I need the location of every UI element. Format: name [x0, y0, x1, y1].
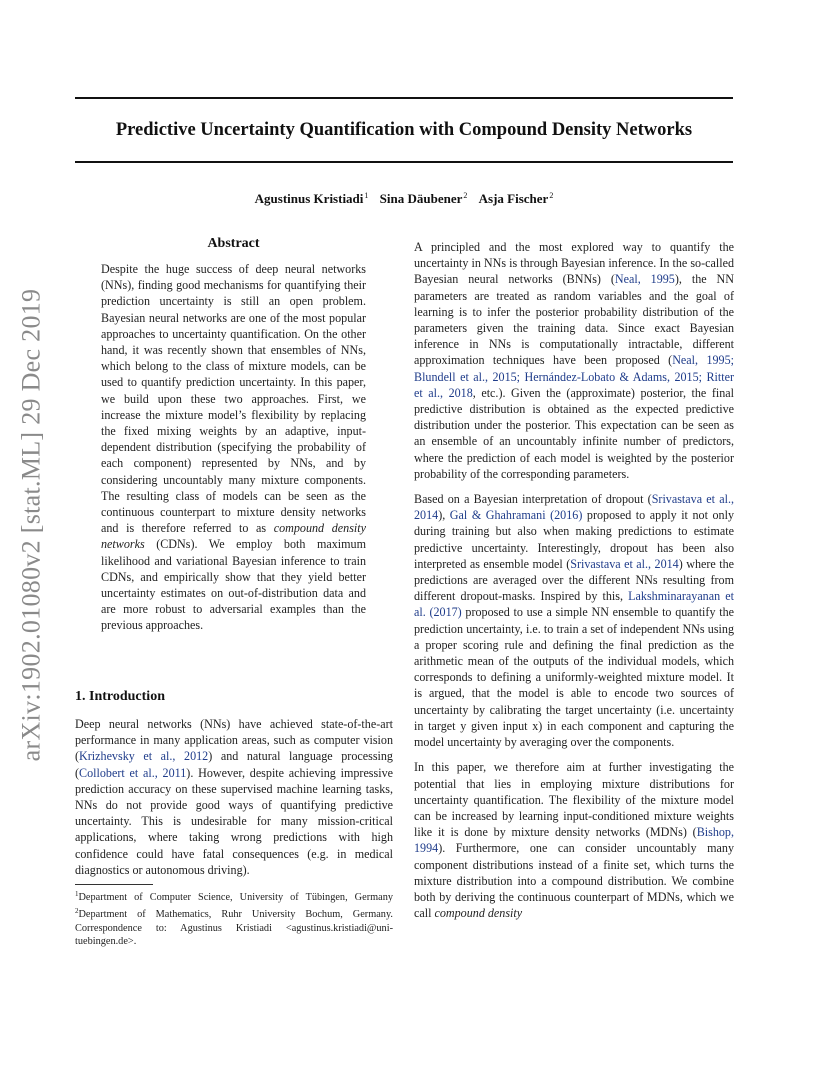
citation-link[interactable]: Lakshminarayanan et al. (2017): [414, 589, 734, 620]
author: [255, 191, 369, 206]
citation-link[interactable]: Krizhevsky et al., 2012: [79, 749, 209, 764]
text: ). However, despite achieving impressive prediction accuracy on these supervised machine learning tasks, NNs do not provide good ways of quantifying predictive uncertainty. This is undesirable for many mission-critical applications, where taking wrong predictions with high confidence could have fatal consequences (e.g. in medical diagnostics or autonomous driving).: [75, 765, 393, 877]
citation-link[interactable]: Srivastava et al., 2014: [414, 492, 734, 523]
abstract-text-part: (CDNs). We employ both maximum likelihood and variational Bayesian inference to train CDNs, and empirically show that they yield better uncertainty estimates on out-of-distribution data and are more robust to adversarial examples than the previous approaches.: [101, 537, 366, 633]
text: ),: [438, 508, 450, 523]
abstract-emphasis: compound density networks: [101, 521, 366, 552]
footnote-mark: 1: [75, 890, 79, 898]
introduction-paragraph: [75, 716, 393, 878]
abstract-heading: Abstract: [207, 236, 260, 251]
footnote-text: Department of Computer Science, University of Tübingen, Germany: [78, 892, 393, 903]
author-affiliation: 2: [549, 191, 554, 200]
text: In this paper, we therefore aim at further investigating the potential that lies in employing mixture distributions for uncertainty quantification. The flexibility of the mixture model can be increased by learning input-conditioned mixture weights like it is done by mixture density networks (MDNs) (: [414, 760, 734, 840]
paragraph-this-paper: [414, 759, 734, 921]
text: ). Furthermore, one can consider uncountably many component distributions instead of a finite set, which turns the mixture distribution into a compound distribution. We combine both by deriving the continuous counterpart of MDNs, which we call: [414, 841, 734, 921]
footnote-text: Department of Mathematics, Ruhr University Bochum, Germany. Correspondence to: Agustinus Kristiadi <agustinus.kristiadi@uni-tuebingen.de>.: [75, 908, 393, 948]
author-name: Sina Däubener: [379, 191, 463, 206]
text: ) and natural language processing (: [75, 749, 393, 780]
right-column: [414, 239, 734, 930]
text: Deep neural networks (NNs) have achieved state-of-the-art performance in many application areas, such as computer vision (: [75, 717, 393, 764]
text: , etc.). Given the (approximate) posterior, the final predictive distribution is obtained as the expected predictive distribution under the posterior. This expectation can be seen as an ensemble of an uncountably infinite number of predictors, where the prediction of each model is weighted by the posterior probability of the corresponding parameters.: [414, 385, 734, 481]
author-affiliation: 2: [463, 191, 468, 200]
text: proposed to use a simple NN ensemble to quantify the prediction uncertainty, i.e. to train a set of independent NNs using a proper scoring rule and defining the final prediction as the arithmetic mean of the outputs of the individual models, which corresponds to defining a uniformly-weighted mixture model. It is argued, that the model is able to encode two sources of uncertainty by calibrating the target uncertainty (i.e. uncertainty in target y given input x) in each component and capturing the model uncertainty by averaging over the components.: [414, 605, 734, 750]
paragraph-bayesian: [414, 239, 734, 482]
paper-title: Predictive Uncertainty Quantification with Compound Density Networks: [115, 120, 693, 140]
title-top-rule: [75, 97, 733, 99]
author: [380, 191, 468, 206]
text: ), the NN parameters are treated as random variables and the goal of learning is to infer the posterior probability distribution of the parameters given the training data. Since exact Bayesian inference in NNs is computationally intractable, different approximation techniques have been proposed (: [414, 272, 734, 368]
author-name: Asja Fischer: [478, 191, 549, 206]
text: ) where the predictions are averaged over the different NNs resulting from different dropout-masks. Inspired by this,: [414, 556, 734, 604]
citation-link[interactable]: Bishop, 1994: [414, 825, 734, 856]
footnote-mark: 2: [75, 906, 79, 915]
text: A principled and the most explored way to quantify the uncertainty in NNs is through Bayesian inference. In the so-called Bayesian neural networks (BNNs) (: [414, 240, 734, 287]
arxiv-sidebar: [8, 280, 54, 770]
title-bottom-rule: [75, 161, 733, 163]
abstract-section: [101, 236, 366, 634]
abstract-text: [101, 261, 366, 634]
citation-link[interactable]: Neal, 1995; Blundell et al., 2015; Hernández-Lobato & Adams, 2015; Ritter et al., 2018: [414, 353, 734, 400]
author: [479, 191, 554, 206]
section-heading-introduction: 1. Introduction: [75, 689, 165, 704]
text: Based on a Bayesian interpretation of dropout (: [414, 492, 652, 507]
arxiv-identifier: arXiv:1902.01080v2 [stat.ML] 29 Dec 2019: [16, 288, 46, 762]
author-affiliation: 1: [364, 191, 369, 200]
author-list: [75, 191, 733, 207]
emphasis: compound density: [434, 906, 523, 921]
abstract-text-part: Despite the huge success of deep neural networks (NNs), finding good mechanisms for quantifying their prediction uncertainty is still an open problem. Bayesian neural networks are one of the most popular approaches to uncertainty quantification. On the other hand, it was recently shown that ensembles of NNs, which belong to the class of mixture models, can be used to quantify prediction uncertainty. In this paper, we build upon these two approaches. First, we increase the mixture model’s flexibility by replacing the fixed mixing weights by an adaptive, input-dependent distribution (specifying the probability of each component) represented by NNs, and by considering uncountably many mixture components. The resulting class of models can be seen as the continuous counterpart to mixture density networks and is therefore referred to as: [101, 262, 366, 536]
citation-link[interactable]: Gal & Ghahramani (2016): [449, 508, 583, 523]
footnote-rule: [75, 884, 153, 885]
citation-link[interactable]: Collobert et al., 2011: [79, 765, 187, 780]
citation-link[interactable]: Neal, 1995: [614, 272, 675, 287]
citation-link[interactable]: Srivastava et al., 2014: [570, 556, 679, 571]
author-name: Agustinus Kristiadi: [254, 191, 364, 206]
affiliation-footnote: [75, 888, 393, 949]
paragraph-dropout: [414, 491, 734, 750]
text: proposed to apply it not only during training but also when making predictions to estimate predictive uncertainty. Interestingly, dropout has been also interpreted as ensemble model (: [414, 508, 734, 571]
